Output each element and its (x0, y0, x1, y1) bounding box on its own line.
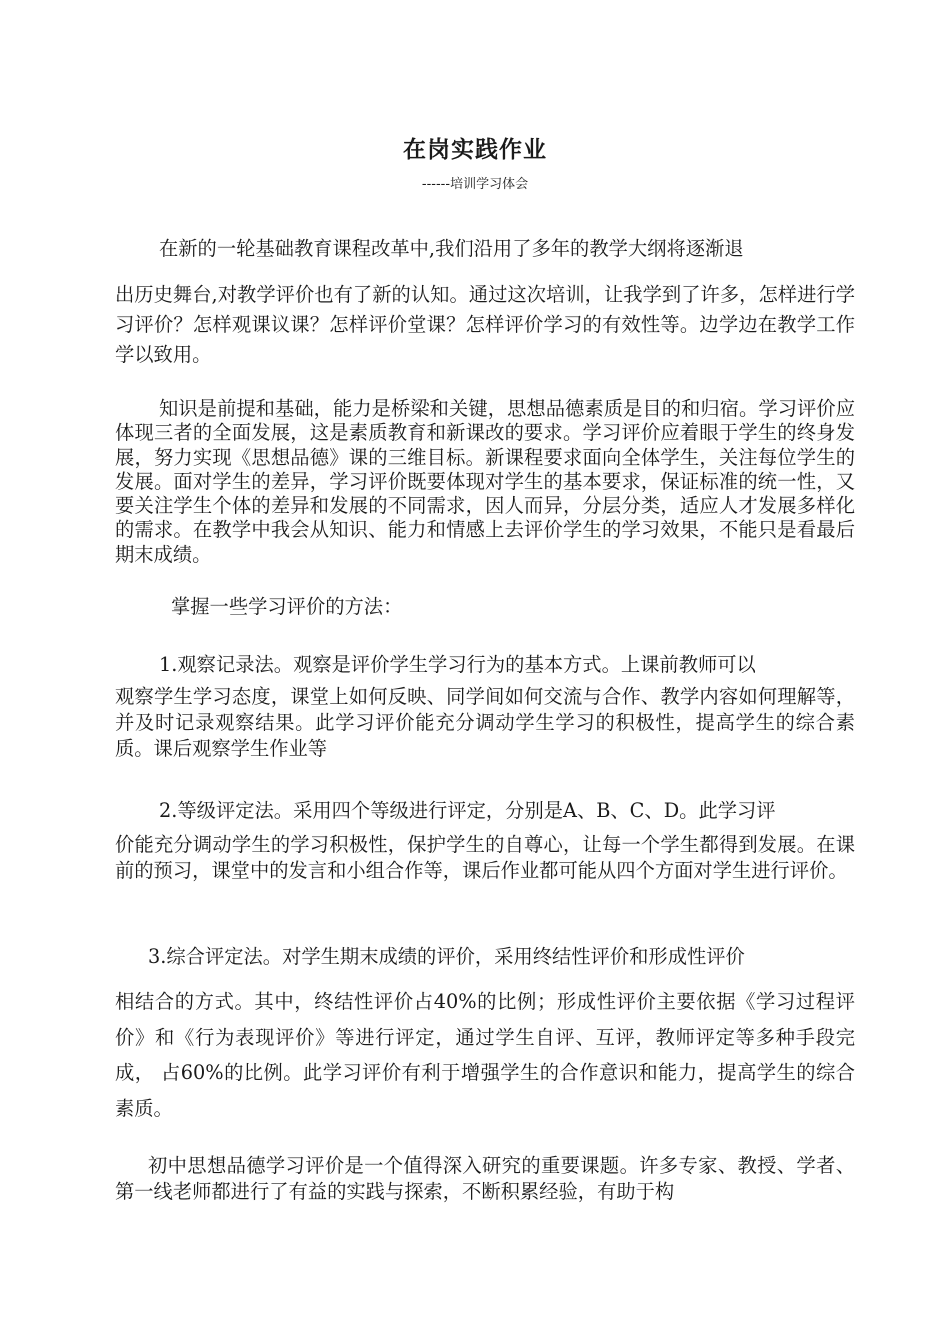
method-observation-first-line: 1.观察记录法。观察是评价学生学习行为的基本方式。上课前教师可以 (159, 653, 756, 676)
paragraph-knowledge: 知识是前提和基础，能力是桥梁和关键，思想品德素质是目的和归宿。学习评价应体现三者的全面发展，这是素质教育和新课改的要求。学习评价应着眼于学生的终身发展，努力实现《思想品德》课的三维目标。新课程要求面向全体学生，关注每位学生的发展。面对学生的差异，学习评价既要体现对学生的基本要求，保证标准的统一性，又要关注学生个体的差异和发展的不同需求，因人而异，分层分类，适应人才发展多样化的需求。在教学中我会从知识、能力和情感上去评价学生的学习效果，不能只是看最后期末成绩。 (115, 397, 855, 566)
method-comprehensive-rest: 相结合的方式。其中，终结性评价占40%的比例；形成性评价主要依据《学习过程评价》和《行为表现评价》等进行评定，通过学生自评、互评，教师评定等多种手段完成， 占60%的比例。此学习评价有利于增强学生的合作意识和能力，提高学生的综合素质。 (115, 990, 855, 1120)
document-title: 在岗实践作业 (403, 137, 547, 163)
paragraph-intro-first-line: 在新的一轮基础教育课程改革中,我们沿用了多年的教学大纲将逐渐退 (159, 237, 744, 260)
paragraph-method-observation (115, 652, 855, 762)
method-comprehensive-first-line: 3.综合评定法。对学生期末成绩的评价，采用终结性评价和形成性评价 (148, 945, 745, 968)
paragraph-intro-rest: 出历史舞台,对教学评价也有了新的认知。通过这次培训，让我学到了许多，怎样进行学习评价？怎样观课议课？怎样评价堂课？怎样评价学习的有效性等。边学边在教学工作学以致用。 (115, 283, 855, 366)
paragraph-methods-intro: 掌握一些学习评价的方法： (171, 595, 403, 618)
method-grading-first-line: 2.等级评定法。采用四个等级进行评定，分别是A、B、C、D。此学习评 (159, 799, 776, 822)
paragraph-method-comprehensive (115, 944, 855, 1126)
method-grading-rest: 价能充分调动学生的学习积极性，保护学生的自尊心，让每一个学生都得到发展。在课前的预习，课堂中的发言和小组合作等，课后作业都可能从四个方面对学生进行评价。 (115, 833, 855, 882)
method-observation-rest: 观察学生学习态度，课堂上如何反映、同学间如何交流与合作、教学内容如何理解等，并及时记录观察结果。此学习评价能充分调动学生学习的积极性，提高学生的综合素质。课后观察学生作业等 (115, 685, 855, 760)
paragraph-intro (115, 236, 855, 370)
document-subtitle: ------培训学习体会 (421, 177, 529, 192)
paragraph-conclusion: 初中思想品德学习评价是一个值得深入研究的重要课题。许多专家、教授、学者、第一线老师都进行了有益的实践与探索，不断积累经验，有助于构 (115, 1154, 855, 1203)
paragraph-method-grading (115, 798, 855, 884)
